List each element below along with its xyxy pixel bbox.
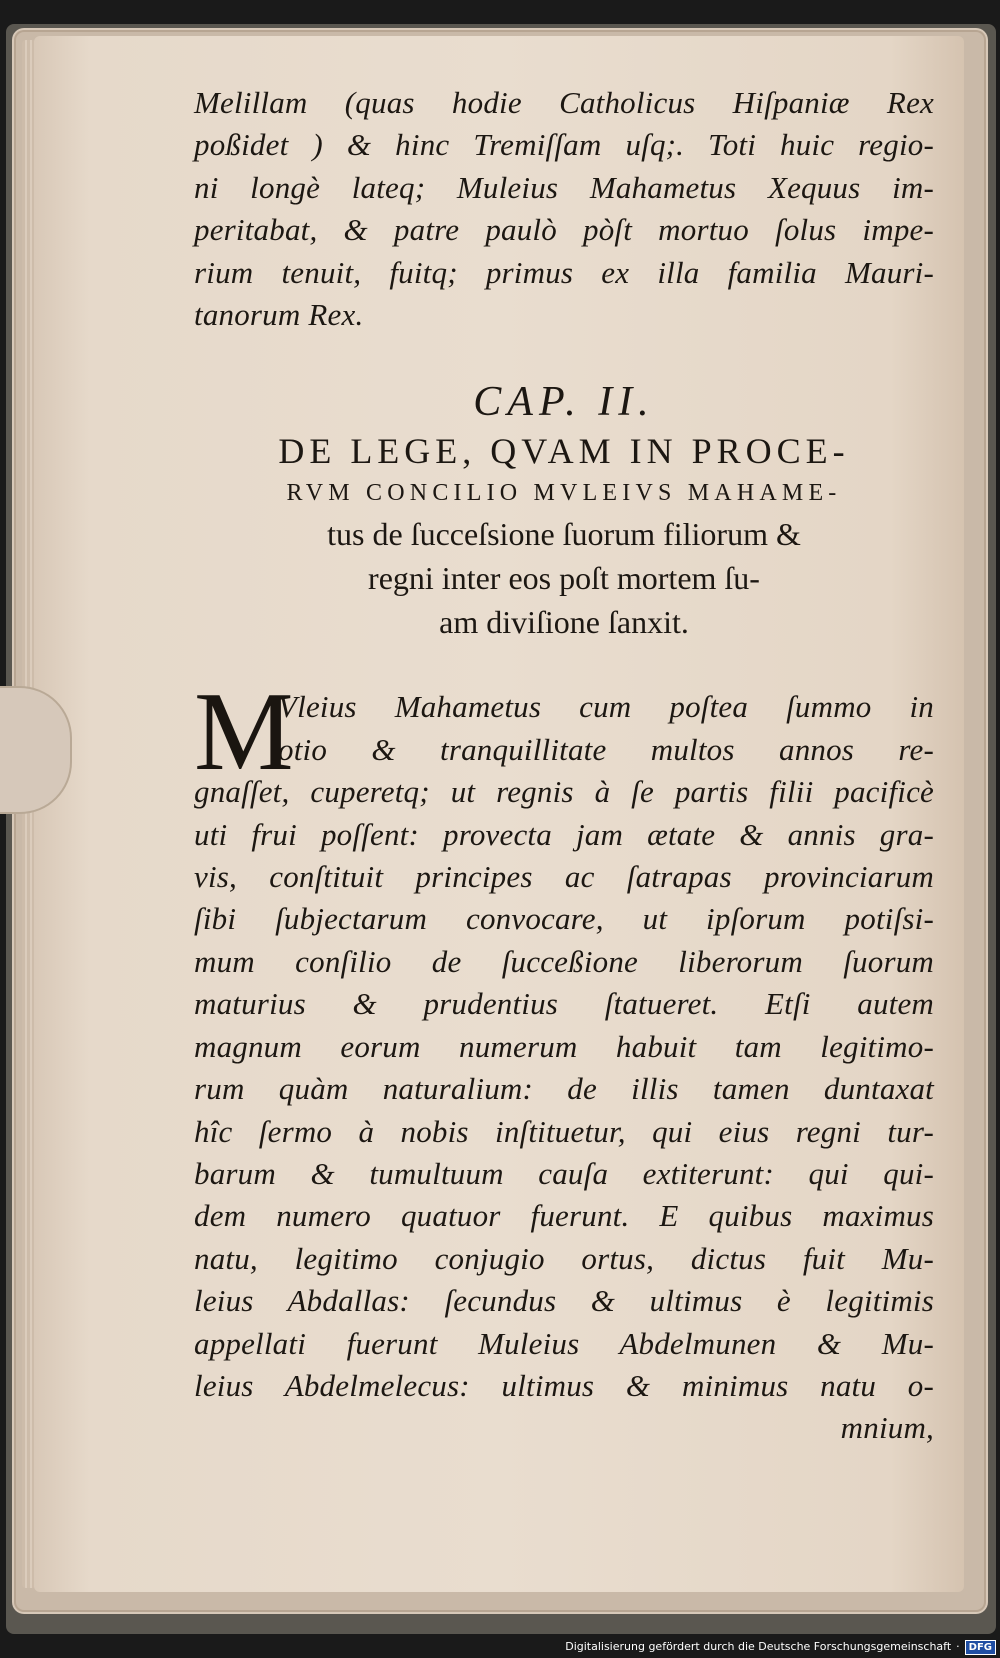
page-text: [194, 82, 934, 1450]
text-line: rum quàm naturalium: de illis tamen duntaxat: [194, 1071, 934, 1107]
text-line: gnaſſet, cuperetq; ut regnis à ſe partis filii pacificè: [194, 774, 934, 810]
catchword: mnium,: [840, 1410, 934, 1446]
text-line: tanorum Rex.: [194, 297, 364, 333]
text-line: poßidet ) & hinc Tremiſſam uſq;. Toti huic regio-: [194, 127, 934, 163]
text-line: natu, legitimo conjugio ortus, dictus fuit Mu-: [194, 1240, 934, 1276]
chapter-title-line: regni inter eos poſt mortem ſu-: [368, 560, 760, 597]
credit-text: Digitalisierung gefördert durch die Deutsche Forschungsgemeinschaft: [565, 1640, 952, 1653]
text-line: maturius & prudentius ſtatueret. Etſi autem: [194, 986, 934, 1022]
text-line: Melillam (quas hodie Catholicus Hiſpaniæ Rex: [194, 85, 934, 120]
text-line: otio & tranquillitate multos annos re-: [278, 731, 934, 767]
text-line: appellati fuerunt Muleius Abdelmunen & Mu-: [194, 1325, 934, 1361]
chapter-heading: [194, 376, 934, 644]
chapter-number: CAP. II.: [473, 379, 655, 426]
text-line: mum conſilio de ſucceßione liberorum ſuorum: [194, 943, 934, 979]
text-line: leius Abdallas: ſecundus & ultimus è legitimis: [194, 1283, 934, 1319]
text-line: peritabat, & patre paulò pòſt mortuo ſolus impe-: [194, 212, 934, 248]
text-line: barum & tumultuum cauſa extiterunt: qui qui-: [194, 1155, 934, 1191]
paragraph-continuation: [194, 82, 934, 336]
text-line: uti frui poſſent: provecta jam ætate & annis gra-: [194, 816, 934, 852]
text-line: vis, conſtituit principes ac ſatrapas provinciarum: [194, 859, 934, 895]
chapter-title-line: am diviſione ſanxit.: [439, 604, 689, 641]
text-line: rium tenuit, fuitq; primus ex illa familia Mauri-: [194, 254, 934, 290]
text-line: magnum eorum numerum habuit tam legitimo-: [194, 1028, 934, 1064]
drop-cap: M: [194, 670, 294, 795]
text-line: hîc ſermo à nobis inſtituetur, qui eius regni tur-: [194, 1113, 934, 1149]
text-line: ſibi ſubjectarum convocare, ut ipſorum potiſsi-: [194, 901, 934, 937]
dfg-logo: DFG: [965, 1640, 996, 1655]
chapter-title-line: DE LEGE, QVAM IN PROCE-: [278, 431, 850, 472]
text-line: leius Abdelmelecus: ultimus & minimus natu o-: [194, 1367, 934, 1403]
chapter-title-line: RVM CONCILIO MVLEIVS MAHAME-: [286, 480, 842, 507]
text-line: dem numero quatuor fuerunt. E quibus maximus: [194, 1198, 934, 1234]
text-line: Vleius Mahametus cum poſtea ſummo in: [278, 689, 934, 725]
text-line: ni longè lateq; Muleius Mahametus Xequus im-: [194, 169, 934, 205]
digitization-credit: Digitalisierung gefördert durch die Deutsche Forschungsgemeinschaft · DFG: [565, 1638, 996, 1656]
chapter-paragraph: [194, 670, 934, 1449]
chapter-title-line: tus de ſucceſsione ſuorum filiorum &: [327, 516, 801, 553]
